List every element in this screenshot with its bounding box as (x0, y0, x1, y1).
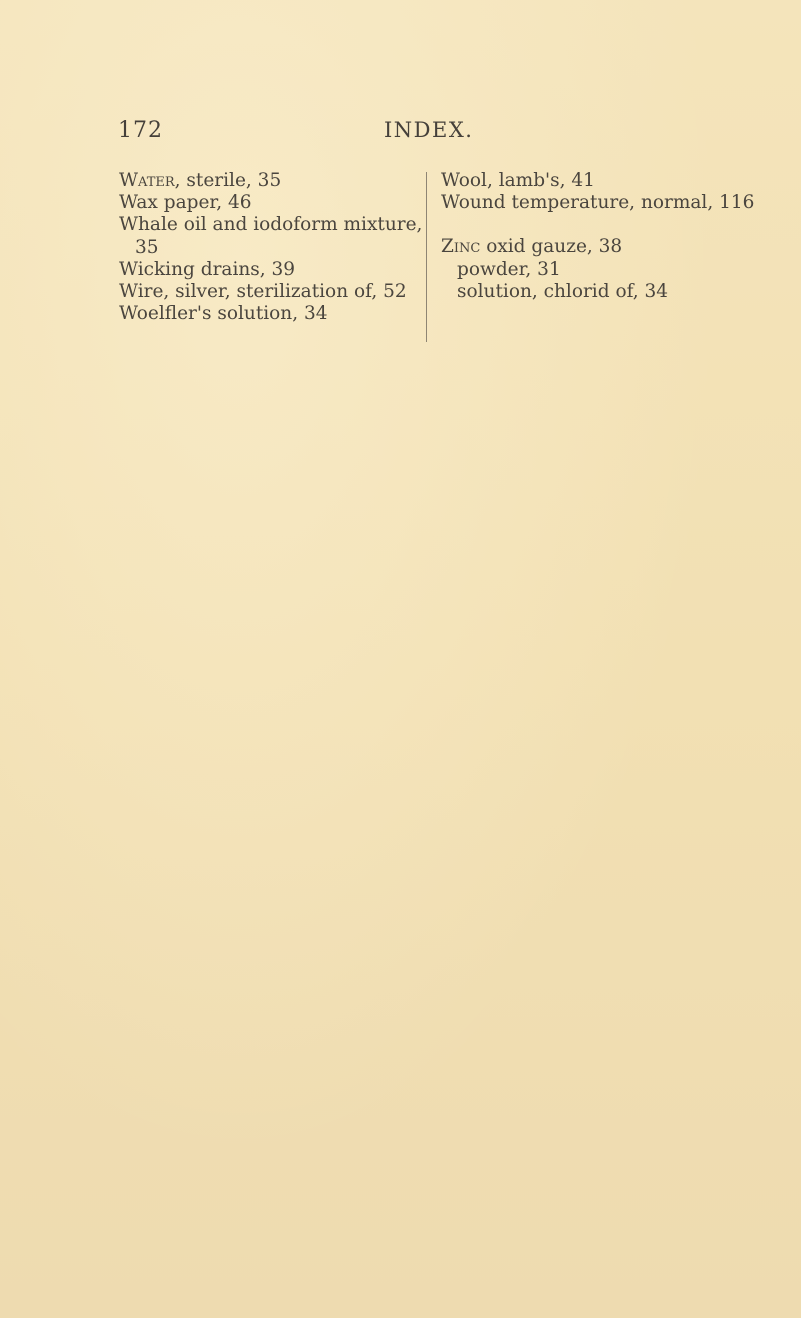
entry-rest: , sterile, 35 (174, 170, 282, 191)
index-column-right (441, 170, 781, 303)
running-head: INDEX. (384, 118, 474, 142)
index-entry: Whale oil and iodoform mixture, (119, 214, 423, 236)
index-entry: Wound temperature, normal, 116 (441, 192, 755, 214)
index-entry (441, 236, 781, 258)
index-entry (119, 170, 414, 192)
index-column-left (119, 170, 423, 325)
index-entry: Wax paper, 46 (119, 192, 252, 214)
entry-rest: oxid gauze, 38 (480, 236, 623, 258)
column-divider (426, 172, 427, 342)
index-subentry: solution, chlorid of, 34 (457, 280, 669, 302)
index-entry-continuation: 35 (135, 236, 159, 258)
page-number: 172 (118, 118, 163, 143)
index-entry: Wicking drains, 39 (119, 258, 296, 280)
index-entry: Wool, lamb's, 41 (441, 170, 595, 191)
index-subentry: powder, 31 (457, 258, 561, 280)
page-header (0, 118, 801, 150)
index-entry: Wire, silver, sterilization of, 52 (119, 280, 407, 302)
index-entry: Woelfler's solution, 34 (119, 303, 328, 325)
entry-head-word: Water (119, 170, 175, 191)
entry-head-word: Zinc (441, 236, 481, 258)
